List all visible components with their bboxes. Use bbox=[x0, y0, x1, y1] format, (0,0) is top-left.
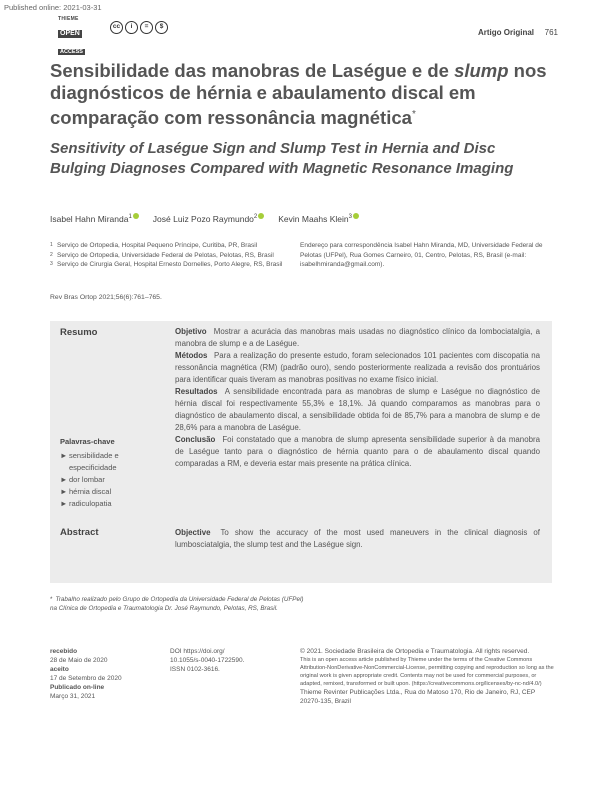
conclusao-label: Conclusão bbox=[175, 435, 216, 444]
abstract-heading: Abstract bbox=[60, 527, 99, 538]
nd-icon: = bbox=[140, 21, 153, 34]
resumo-heading: Resumo bbox=[60, 327, 98, 338]
cc-icon: cc bbox=[110, 21, 123, 34]
author-name: Isabel Hahn Miranda bbox=[50, 214, 129, 224]
page-number: 761 bbox=[544, 28, 558, 37]
accepted-date: 17 de Setembro de 2020 bbox=[50, 675, 122, 682]
keyword-text: radiculopatia bbox=[69, 499, 112, 508]
affiliation-number: 3 bbox=[50, 261, 53, 267]
thieme-open-access-logo bbox=[58, 16, 88, 55]
resultados-text: A sensibilidade encontrada para as manobras de slump e Laségue no diagnóstico de hérnia discal foi respectivamente 55,3% e 18,1%. Já quando comparamos as manobras para o diagnóstico de abaulamento discal, a sensibilidade obtida foi de 85,7% para a manobra de slump e de 28,6% para a manobra de Laségue. bbox=[175, 387, 540, 432]
copyright-main: © 2021. Sociedade Brasileira de Ortopedia e Traumatologia. All rights reserved. bbox=[300, 648, 530, 655]
author-affil-sup: 2 bbox=[253, 214, 258, 221]
footnote-text: Trabalho realizado pelo Grupo de Ortopedia da Universidade Federal de Pelotas (UFPel) na Clínica de Ortopedia e Traumatologia Dr. José Raymundo, Pelotas, RS, Brasil. bbox=[50, 596, 304, 612]
bullet-icon: ► bbox=[60, 499, 68, 508]
author-name: José Luiz Pozo Raymundo bbox=[152, 214, 254, 224]
bullet-icon: ► bbox=[60, 487, 68, 496]
logo-line-access: ACCESS bbox=[60, 49, 83, 55]
published-label: Publicado on-line bbox=[50, 684, 105, 691]
title-pt-footnote-mark: * bbox=[411, 109, 416, 120]
author-affil-sup: 3 bbox=[348, 214, 352, 221]
published-date: Março 31, 2021 bbox=[50, 693, 96, 700]
keyword-text: hérnia discal bbox=[69, 487, 112, 496]
affiliations bbox=[50, 241, 290, 270]
footnote-mark: * bbox=[50, 596, 53, 603]
resumo-resultados bbox=[175, 386, 540, 434]
title-footnote bbox=[50, 595, 310, 613]
author-affil-sup: 1 bbox=[128, 214, 132, 221]
resumo-body bbox=[175, 326, 540, 470]
correspondence-address: Endereço para correspondência Isabel Hahn Miranda, MD, Universidade Federal de Pelotas (UFPel), Rua Gomes Carneiro, 01, Centro, Pelotas, RS, Brasil (e-mail: isabelhmiranda@gmail.com). bbox=[300, 242, 543, 268]
accepted-label: aceito bbox=[50, 666, 69, 673]
metodos-text: Para a realização do presente estudo, foram selecionados 101 pacientes com discopatia na ressonância magnética (RM) (padrão ouro), sendo posteriormente realizada a revisão dos prontuários para identificar quais tiveram as manobras positivas no exame físico inicial. bbox=[175, 351, 540, 384]
license-icons bbox=[110, 21, 168, 34]
logo-line-thieme: THIEME bbox=[58, 16, 79, 22]
received-date: 28 de Maio de 2020 bbox=[50, 657, 108, 664]
author bbox=[153, 213, 264, 224]
bullet-icon: ► bbox=[60, 451, 68, 460]
orcid-icon[interactable] bbox=[133, 213, 139, 219]
affiliation bbox=[50, 251, 290, 261]
keywords-heading: Palavras-chave bbox=[60, 437, 115, 446]
publisher-address: Thieme Revinter Publicações Ltda., Rua do Matoso 170, Rio de Janeiro, RJ, CEP 20270-135, Brazil bbox=[300, 689, 536, 705]
affiliation-text: Serviço de Cirurgia Geral, Hospital Ernesto Dornelles, Porto Alegre, RS, Brasil bbox=[57, 261, 283, 268]
affiliation-number: 1 bbox=[50, 242, 53, 248]
keyword-item bbox=[60, 450, 165, 474]
keyword-text: dor lombar bbox=[69, 475, 105, 484]
author-name: Kevin Maahs Klein bbox=[278, 214, 349, 224]
title-pt-part2: nos diagnósticos de hérnia e abaulamento discal em comparação com ressonância magnética bbox=[50, 60, 547, 129]
orcid-icon[interactable] bbox=[353, 213, 359, 219]
author-list bbox=[50, 213, 359, 224]
resultados-label: Resultados bbox=[175, 387, 218, 396]
doi-block bbox=[170, 647, 285, 674]
by-icon: i bbox=[125, 21, 138, 34]
nc-icon: $ bbox=[155, 21, 168, 34]
abstract-body bbox=[175, 527, 540, 551]
title-portuguese bbox=[50, 60, 550, 129]
published-online-stamp: Published online: 2021-03-31 bbox=[4, 3, 102, 12]
license-text: This is an open access article published by Thieme under the terms of the Creative Commons Attribution-NonDerivative-NonCommercial-License, permitting copying and reproduction so long as the original work is given appropriate credit. Contents may not be used for commercial purposes, or adapted, remixed, transformed or built upon. (https://creativecommons.org/licenses/by-nc-nd/4.0/) bbox=[300, 657, 554, 687]
copyright-block bbox=[300, 647, 555, 706]
metodos-label: Métodos bbox=[175, 351, 208, 360]
author bbox=[278, 213, 359, 224]
abstract-objective bbox=[175, 527, 540, 551]
logo-line-open: OPEN bbox=[60, 30, 80, 37]
affiliation bbox=[50, 241, 290, 251]
affiliation-text: Serviço de Ortopedia, Universidade Federal de Pelotas, Pelotas, RS, Brasil bbox=[57, 251, 274, 259]
issn: ISSN 0102-3616. bbox=[170, 666, 220, 673]
affiliation bbox=[50, 260, 290, 270]
doi-number[interactable]: 10.1055/s-0040-1722590. bbox=[170, 657, 245, 664]
orcid-icon[interactable] bbox=[258, 213, 264, 219]
conclusao-text: Foi constatado que a manobra de slump apresenta sensibilidade superior à da manobra de Laségue tanto para o diagnóstico de hérnia quanto para o de abaulamento discal quando comparadas a RM, e deveria estar mais presente na prática clínica. bbox=[175, 435, 540, 468]
bullet-icon: ► bbox=[60, 475, 68, 484]
keyword-item bbox=[60, 486, 165, 498]
doi-link[interactable]: DOI https://doi.org/ bbox=[170, 648, 225, 655]
article-type: Artigo Original bbox=[478, 28, 534, 37]
keyword-item bbox=[60, 498, 165, 510]
objective-text: To show the accuracy of the most used maneuvers in the clinical diagnosis of lumbosciatalgia, the slump test and the Laségue sign. bbox=[175, 528, 540, 549]
affiliation-text: Serviço de Ortopedia, Hospital Pequeno Príncipe, Curitiba, PR, Brasil bbox=[57, 242, 258, 249]
keyword-item bbox=[60, 474, 165, 486]
resumo-objetivo bbox=[175, 326, 540, 350]
citation: Rev Bras Ortop 2021;56(6):761–765. bbox=[50, 294, 162, 301]
author bbox=[50, 213, 139, 224]
objetivo-text: Mostrar a acurácia das manobras mais usadas no diagnóstico clínico da lombociatalgia, a manobra de slump e a de Laségue. bbox=[175, 327, 540, 348]
affiliation-number: 2 bbox=[50, 251, 53, 258]
received-label: recebido bbox=[50, 648, 78, 655]
title-pt-part1: Sensibilidade das manobras de Laségue e de bbox=[50, 60, 455, 81]
resumo-conclusao bbox=[175, 434, 540, 470]
article-dates bbox=[50, 647, 160, 701]
keyword-text: sensibilidade e especificidade bbox=[69, 451, 119, 472]
resumo-metodos bbox=[175, 350, 540, 386]
title-english: Sensitivity of Laségue Sign and Slump Test in Hernia and Disc Bulging Diagnoses Compared with Magnetic Resonance Imaging bbox=[50, 140, 514, 177]
title-pt-italic: slump bbox=[454, 60, 509, 81]
objetivo-label: Objetivo bbox=[175, 327, 207, 336]
objective-label: Objective bbox=[175, 528, 211, 537]
keywords-list bbox=[60, 450, 165, 510]
